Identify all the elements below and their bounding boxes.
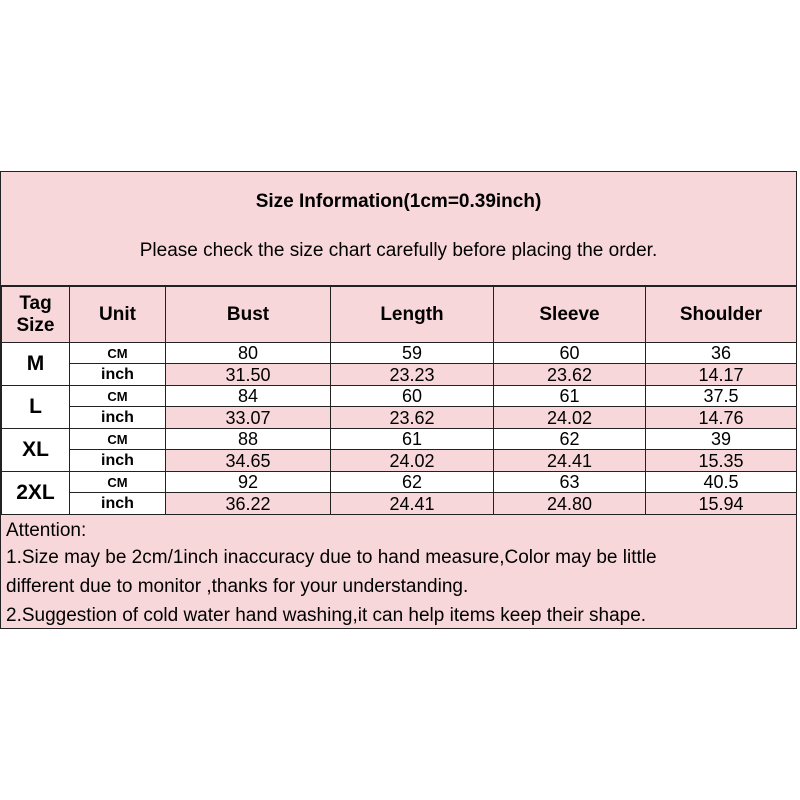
shoulder-value: 15.94: [646, 493, 797, 515]
unit-label: inch: [70, 450, 166, 472]
unit-label: CM: [70, 343, 166, 364]
table-row: [2, 429, 797, 450]
unit-label: CM: [70, 386, 166, 407]
bust-value: 36.22: [166, 493, 331, 515]
length-value: 60: [331, 386, 494, 407]
unit-label: inch: [70, 493, 166, 515]
bust-value: 34.65: [166, 450, 331, 472]
sleeve-value: 24.80: [494, 493, 646, 515]
size-label: XL: [2, 429, 70, 472]
length-value: 59: [331, 343, 494, 364]
attention-heading: Attention:: [6, 520, 87, 541]
header-sleeve: Sleeve: [494, 287, 646, 343]
bust-value: 80: [166, 343, 331, 364]
sleeve-value: 61: [494, 386, 646, 407]
header-unit: Unit: [70, 287, 166, 343]
table-row: [2, 493, 797, 515]
note-line: 1.Size may be 2cm/1inch inaccuracy due to hand measure,Color may be little: [6, 547, 657, 568]
unit-label: CM: [70, 472, 166, 493]
shoulder-value: 14.76: [646, 407, 797, 429]
shoulder-value: 40.5: [646, 472, 797, 493]
size-chart: [0, 171, 797, 629]
header-shoulder: Shoulder: [646, 287, 797, 343]
unit-label: inch: [70, 407, 166, 429]
length-value: 24.02: [331, 450, 494, 472]
table-row: [2, 343, 797, 364]
header-bust: Bust: [166, 287, 331, 343]
length-value: 62: [331, 472, 494, 493]
bust-value: 33.07: [166, 407, 331, 429]
length-value: 61: [331, 429, 494, 450]
bust-value: 84: [166, 386, 331, 407]
length-value: 24.41: [331, 493, 494, 515]
length-value: 23.23: [331, 364, 494, 386]
header-length: Length: [331, 287, 494, 343]
chart-title: Size Information(1cm=0.39inch): [255, 191, 542, 212]
table-header-row: [2, 287, 797, 343]
size-label: M: [2, 343, 70, 386]
length-value: 23.62: [331, 407, 494, 429]
attention-notes: [6, 519, 794, 630]
unit-label: inch: [70, 364, 166, 386]
sleeve-value: 60: [494, 343, 646, 364]
header-tag-size: Tag Size: [2, 287, 70, 343]
size-table: [1, 286, 797, 515]
bust-value: 88: [166, 429, 331, 450]
sleeve-value: 23.62: [494, 364, 646, 386]
size-label: 2XL: [2, 472, 70, 515]
shoulder-value: 37.5: [646, 386, 797, 407]
table-row: [2, 472, 797, 493]
size-label: L: [2, 386, 70, 429]
sleeve-value: 24.02: [494, 407, 646, 429]
unit-label: CM: [70, 429, 166, 450]
sleeve-value: 62: [494, 429, 646, 450]
shoulder-value: 36: [646, 343, 797, 364]
sleeve-value: 63: [494, 472, 646, 493]
note-line: 2.Suggestion of cold water hand washing,it can help items keep their shape.: [6, 605, 647, 626]
chart-subtitle: Please check the size chart carefully before placing the order.: [139, 240, 658, 261]
shoulder-value: 39: [646, 429, 797, 450]
table-row: [2, 386, 797, 407]
sleeve-value: 24.41: [494, 450, 646, 472]
table-row: [2, 407, 797, 429]
shoulder-value: 14.17: [646, 364, 797, 386]
chart-header: [1, 172, 796, 286]
bust-value: 31.50: [166, 364, 331, 386]
table-row: [2, 364, 797, 386]
bust-value: 92: [166, 472, 331, 493]
shoulder-value: 15.35: [646, 450, 797, 472]
note-line: different due to monitor ,thanks for your understanding.: [6, 576, 469, 597]
table-row: [2, 450, 797, 472]
